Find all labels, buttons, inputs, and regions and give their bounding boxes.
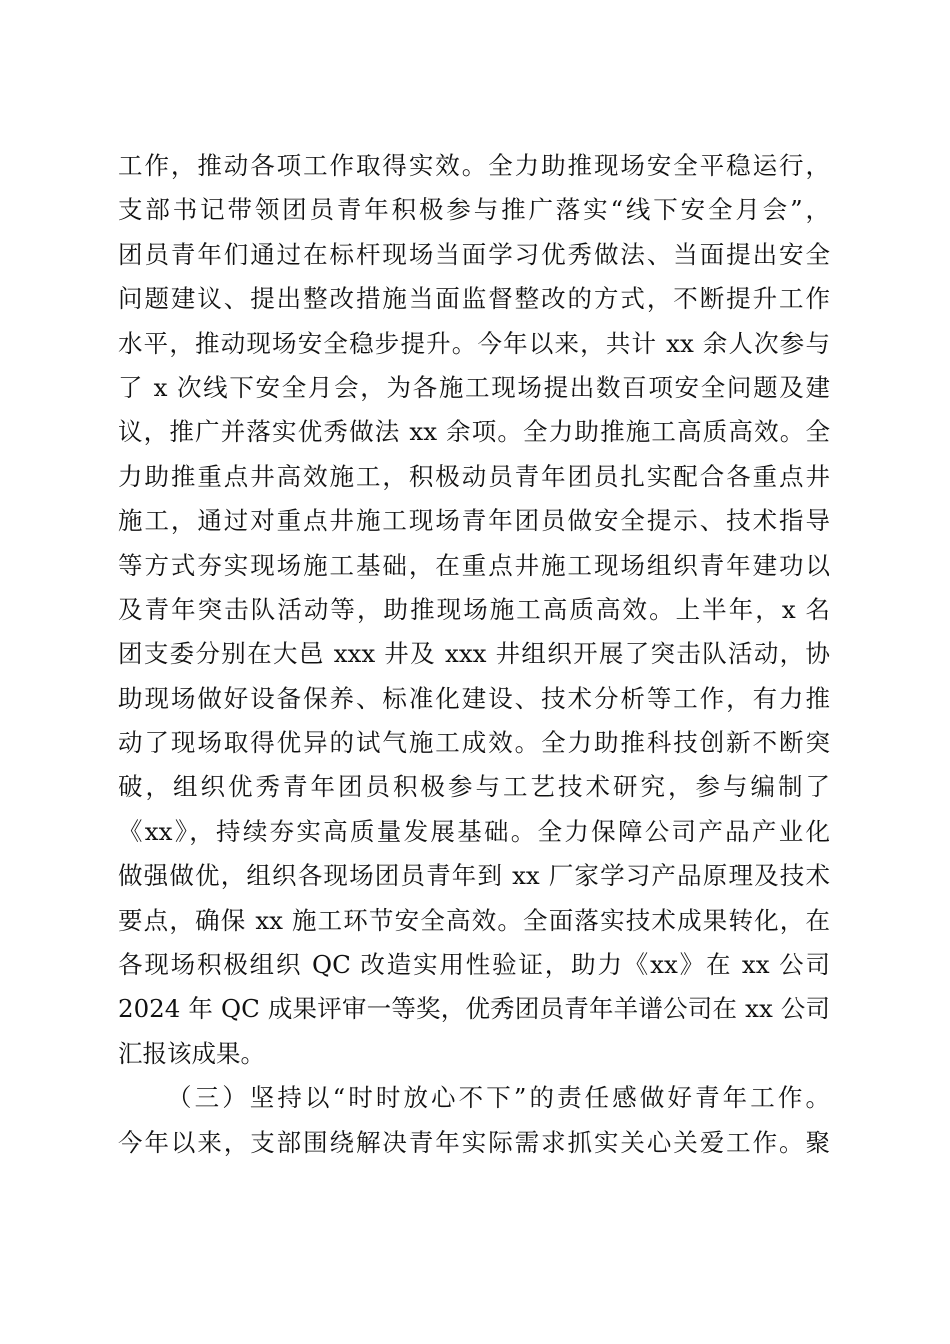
text-line: 水平，推动现场安全稳步提升。今年以来，共计 xx 余人次参与 (118, 328, 830, 358)
text-line: 了 x 次线下安全月会，为各施工现场提出数百项安全问题及建 (118, 372, 830, 402)
paragraph-section-three (118, 1076, 830, 1165)
text-line: 《xx》，持续夯实高质量发展基础。全力保障公司产品产业化 (118, 816, 830, 846)
text-line: 问题建议、提出整改措施当面监督整改的方式，不断提升工作 (118, 284, 830, 314)
paragraph-achievements (118, 144, 830, 1076)
text-line: 团支委分别在大邑 xxx 井及 xxx 井组织开展了突击队活动，协 (118, 639, 830, 669)
body-text (118, 144, 830, 1165)
text-line: 汇报该成果。 (118, 1038, 265, 1068)
text-line: 力助推重点井高效施工，积极动员青年团员扎实配合各重点井 (118, 461, 830, 491)
text-line: 施工，通过对重点井施工现场青年团员做安全提示、技术指导 (118, 506, 830, 536)
text-line: 今年以来，支部围绕解决青年实际需求抓实关心关爱工作。聚 (118, 1127, 830, 1157)
text-line: 要点，确保 xx 施工环节安全高效。全面落实技术成果转化，在 (118, 905, 830, 935)
text-line: 支部书记带领团员青年积极参与推广落实“线下安全月会”， (118, 195, 830, 225)
text-line: 助现场做好设备保养、标准化建设、技术分析等工作，有力推 (118, 683, 830, 713)
text-line: 各现场积极组织 QC 改造实用性验证，助力《xx》在 xx 公司 (118, 950, 830, 980)
text-line: 议，推广并落实优秀做法 xx 余项。全力助推施工高质高效。全 (118, 417, 830, 447)
text-line: 等方式夯实现场施工基础，在重点井施工现场组织青年建功以 (118, 550, 830, 580)
text-line: 工作，推动各项工作取得实效。全力助推现场安全平稳运行， (118, 151, 830, 180)
text-line: 动了现场取得优异的试气施工成效。全力助推科技创新不断突 (118, 728, 830, 758)
text-line: 破，组织优秀青年团员积极参与工艺技术研究，参与编制了 (118, 772, 830, 802)
section-heading: （三）坚持以“时时放心不下”的责任感做好青年工作。 (167, 1083, 830, 1113)
text-line: 2024 年 QC 成果评审一等奖，优秀团员青年羊谱公司在 xx 公司 (118, 994, 830, 1024)
text-line: 团员青年们通过在标杆现场当面学习优秀做法、当面提出安全 (118, 239, 830, 269)
text-line: 做强做优，组织各现场团员青年到 xx 厂家学习产品原理及技术 (118, 861, 830, 891)
text-line: 及青年突击队活动等，助推现场施工高质高效。上半年，x 名 (118, 594, 830, 624)
